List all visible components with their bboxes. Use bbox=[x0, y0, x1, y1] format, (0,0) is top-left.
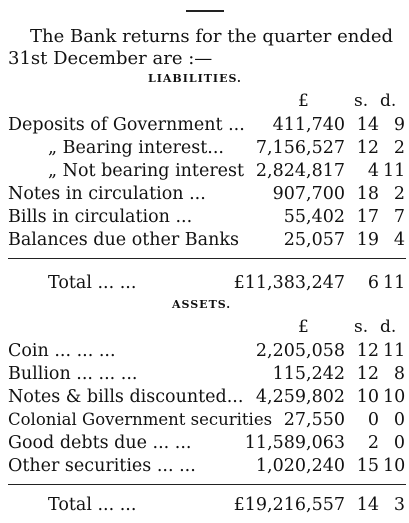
row-amount: 11,589,063 bbox=[244, 433, 345, 453]
row-amount: 1,020,240 bbox=[255, 456, 345, 476]
table-row bbox=[0, 363, 409, 385]
row-amount: 7,156,527 bbox=[255, 138, 345, 158]
total-amount: £19,216,557 bbox=[233, 495, 345, 515]
row-amount: 115,242 bbox=[272, 364, 345, 384]
liabilities-total-row bbox=[0, 272, 409, 294]
row-label: Colonial Government securities bbox=[8, 410, 273, 429]
row-shillings: 2 bbox=[367, 433, 379, 453]
pence-column-header: d. bbox=[380, 317, 397, 337]
row-pence: 11 bbox=[383, 341, 406, 361]
total-shillings: 14 bbox=[356, 495, 379, 515]
row-pence: 9 bbox=[393, 115, 405, 135]
shillings-column-header: s. bbox=[354, 317, 369, 337]
pence-column-header: d. bbox=[380, 91, 397, 111]
row-pence: 2 bbox=[393, 184, 405, 204]
row-amount: 2,824,817 bbox=[255, 161, 345, 181]
row-pence: 0 bbox=[393, 410, 405, 430]
row-amount: 907,700 bbox=[272, 184, 345, 204]
row-pence: 2 bbox=[393, 138, 405, 158]
table-row bbox=[0, 160, 409, 182]
row-amount: 55,402 bbox=[283, 207, 345, 227]
row-label: Coin ... ... ... bbox=[8, 341, 116, 361]
shillings-column-header: s. bbox=[354, 91, 369, 111]
row-shillings: 12 bbox=[356, 364, 379, 384]
row-shillings: 19 bbox=[356, 230, 379, 250]
row-shillings: 12 bbox=[356, 138, 379, 158]
total-label: Total ... ... bbox=[48, 495, 137, 515]
row-shillings: 12 bbox=[356, 341, 379, 361]
row-shillings: 14 bbox=[356, 115, 379, 135]
row-label: Other securities ... ... bbox=[8, 456, 196, 476]
table-row bbox=[0, 432, 409, 454]
table-row bbox=[0, 409, 409, 431]
row-label: Bullion ... ... ... bbox=[8, 364, 138, 384]
row-label: „ Bearing interest... bbox=[48, 138, 224, 158]
table-row bbox=[0, 206, 409, 228]
pounds-column-header: £ bbox=[298, 91, 309, 111]
liabilities-column-headers bbox=[0, 90, 409, 112]
row-label: Deposits of Government ... bbox=[8, 115, 245, 135]
row-shillings: 18 bbox=[356, 184, 379, 204]
liabilities-heading: LIABILITIES. bbox=[148, 72, 242, 85]
total-shillings: 6 bbox=[367, 273, 379, 293]
row-shillings: 17 bbox=[356, 207, 379, 227]
table-row bbox=[0, 386, 409, 408]
liabilities-rule bbox=[8, 258, 406, 259]
table-row bbox=[0, 229, 409, 251]
row-pence: 7 bbox=[393, 207, 405, 227]
pounds-column-header: £ bbox=[298, 317, 309, 337]
row-shillings: 10 bbox=[356, 387, 379, 407]
row-pence: 10 bbox=[383, 387, 406, 407]
assets-total-row bbox=[0, 494, 409, 516]
row-pence: 11 bbox=[383, 161, 406, 181]
table-row bbox=[0, 183, 409, 205]
table-row bbox=[0, 340, 409, 362]
table-row bbox=[0, 114, 409, 136]
row-label: Bills in circulation ... bbox=[8, 207, 193, 227]
assets-heading: ASSETS. bbox=[172, 298, 232, 311]
row-amount: 2,205,058 bbox=[255, 341, 345, 361]
intro-line-2: 31st December are :— bbox=[8, 48, 213, 69]
row-label: Balances due other Banks bbox=[8, 230, 239, 250]
assets-column-headers bbox=[0, 316, 409, 338]
row-shillings: 4 bbox=[367, 161, 379, 181]
row-shillings: 0 bbox=[367, 410, 379, 430]
row-amount: 4,259,802 bbox=[255, 387, 345, 407]
table-row bbox=[0, 137, 409, 159]
row-pence: 10 bbox=[383, 456, 406, 476]
row-label: Good debts due ... ... bbox=[8, 433, 192, 453]
intro-line-1: The Bank returns for the quarter ended bbox=[30, 26, 394, 47]
row-label: Notes & bills discounted... bbox=[8, 387, 244, 407]
total-amount: £11,383,247 bbox=[233, 273, 345, 293]
row-amount: 27,550 bbox=[283, 410, 345, 430]
top-rule bbox=[186, 10, 224, 12]
assets-rule bbox=[8, 484, 406, 485]
table-row bbox=[0, 455, 409, 477]
row-label: Notes in circulation ... bbox=[8, 184, 206, 204]
row-amount: 25,057 bbox=[283, 230, 345, 250]
row-pence: 8 bbox=[393, 364, 405, 384]
total-pence: 3 bbox=[393, 495, 405, 515]
total-pence: 11 bbox=[383, 273, 406, 293]
row-pence: 4 bbox=[393, 230, 405, 250]
row-label: „ Not bearing interest bbox=[48, 161, 245, 181]
row-amount: 411,740 bbox=[272, 115, 345, 135]
row-shillings: 15 bbox=[356, 456, 379, 476]
row-pence: 0 bbox=[393, 433, 405, 453]
total-label: Total ... ... bbox=[48, 273, 137, 293]
